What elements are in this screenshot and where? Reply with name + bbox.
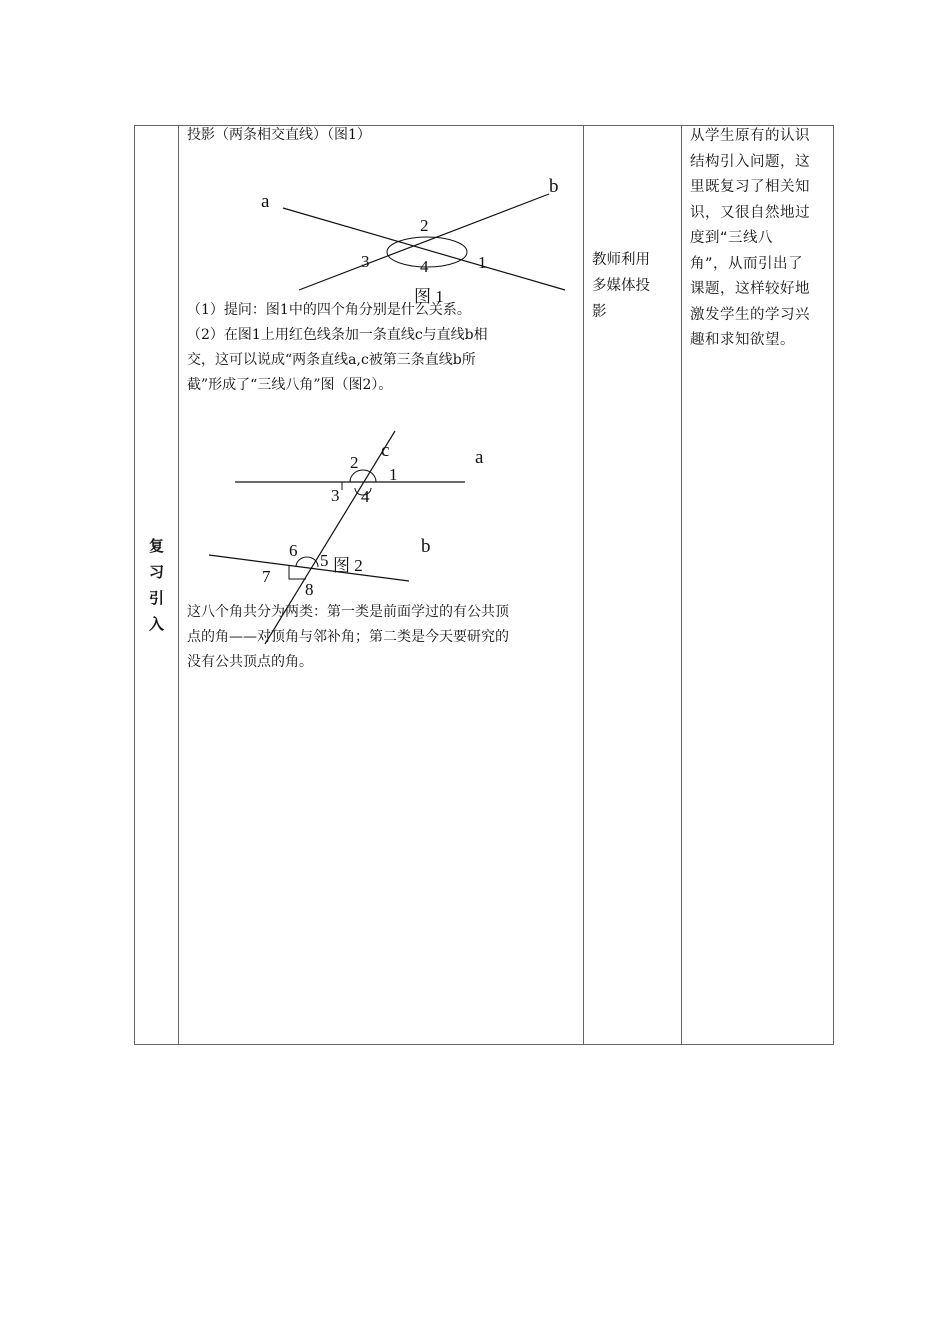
figure2-angle-6: 6 xyxy=(289,541,298,560)
figure2-angle-3: 3 xyxy=(331,486,340,505)
figure2-angle-2: 2 xyxy=(350,453,359,472)
question-2-line1: （2）在图1上用红色线条加一条直线c与直线b相 xyxy=(187,327,488,343)
figure2-angle-4: 4 xyxy=(361,487,370,506)
summary-line2: 点的角——对顶角与邻补角；第二类是今天要研究的 xyxy=(187,629,509,645)
figure2-caption: 图 2 xyxy=(333,556,363,575)
table-row xyxy=(135,126,834,1045)
purpose-line1: 从学生原有的认识 xyxy=(690,128,810,144)
lesson-table xyxy=(134,125,834,1045)
purpose-line5: 度到“三线八 xyxy=(690,230,774,246)
figure1-angle-4: 4 xyxy=(420,257,429,276)
purpose-line9: 趣和求知欲望。 xyxy=(690,332,795,348)
figure1-angle-1: 1 xyxy=(478,253,487,272)
figure1-angle-3: 3 xyxy=(361,252,370,271)
content-cell xyxy=(179,126,584,1045)
figure2-angle-7: 7 xyxy=(262,567,271,586)
stage-cell xyxy=(135,126,179,1045)
intro-line: 投影（两条相交直线）（图1） xyxy=(187,127,371,143)
figure2-angle-1: 1 xyxy=(389,465,398,484)
stage-label: 复习引入 xyxy=(148,537,164,633)
purpose-line2: 结构引入问题，这 xyxy=(690,153,810,170)
figure2-label-a: a xyxy=(475,447,484,468)
purpose-line7: 课题，这样较好地 xyxy=(690,281,810,297)
figure1-label-a: a xyxy=(261,191,270,212)
purpose-line4: 识，又很自然地过 xyxy=(690,204,810,221)
question-2-line3: 截”形成了“三线八角”图（图2）。 xyxy=(187,377,393,393)
method-text xyxy=(592,247,675,325)
figure2-label-b: b xyxy=(421,536,431,557)
purpose-line8: 激发学生的学习兴 xyxy=(690,306,810,323)
summary-line1: 这八个角共分为两类：第一类是前面学过的有公共顶 xyxy=(187,604,509,620)
figure2-label-c: c xyxy=(381,440,390,461)
figure-1-diagram xyxy=(209,172,569,312)
summary-line3: 没有公共顶点的角。 xyxy=(187,654,313,670)
purpose-cell xyxy=(682,126,834,1045)
figure2-angle-5: 5 xyxy=(320,551,329,570)
question-2-line2: 交，这可以说成“两条直线a,c被第三条直线b所 xyxy=(187,352,476,368)
line-b xyxy=(209,555,409,581)
figure1-label-b: b xyxy=(549,176,559,197)
figure1-angle-2: 2 xyxy=(420,216,429,235)
purpose-text xyxy=(690,124,827,354)
figure2-angle-8: 8 xyxy=(305,580,314,599)
purpose-line3: 里既复习了相关知 xyxy=(690,179,810,195)
question-1: （1）提问：图1中的四个角分别是什么关系。 xyxy=(187,302,471,318)
method-line3: 影 xyxy=(592,304,607,320)
method-line1: 教师利用 xyxy=(592,252,650,268)
method-line2: 多媒体投 xyxy=(592,278,650,294)
lower-angle-hook xyxy=(289,566,306,579)
purpose-line6: 角”，从而引出了 xyxy=(690,255,804,272)
method-cell xyxy=(584,126,682,1045)
figure1-caption: 图 1 xyxy=(414,287,444,306)
